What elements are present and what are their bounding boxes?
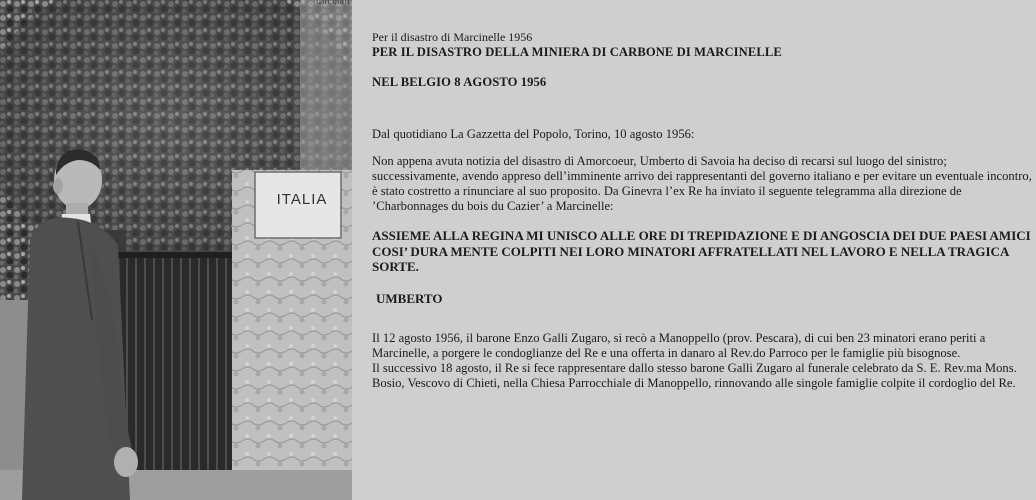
heading-small: Per il disastro di Marcinelle 1956 [372,30,533,44]
heading-line-2: NEL BELGIO 8 AGOSTO 1956 [372,75,547,89]
paragraph-2: Il 12 agosto 1956, il barone Enzo Galli Zugaro, si recò a Manoppello (prov. Pescara), di cui ben 23 minatori erano periti a Marcinelle, a porgere le condoglianze del Re e una offerta in danaro al Rev.do Parroco per le famiglie più bisognose. [372,330,986,360]
photo-illustration [0,0,352,500]
paragraph-1: Non appena avuta notizia del disastro di Amorcoeur, Umberto di Savoia ha deciso di recarsi sul luogo del sinistro; successivamente, avendo appreso dell’imminente arrivo dei rappresentanti del governo italiano e per evitare un eventuale incontro, è stato costretto a rinunciare al suo proposito. Da Ginevra l’ex Re ha inviato il seguente telegramma alla direzione de ’Charbonnages du bois du Cazier’ a Marcinelle: [372,154,1032,213]
signature: UMBERTO [376,290,443,306]
source-line: Dal quotidiano La Gazzetta del Popolo, Torino, 10 agosto 1956: [372,127,695,141]
heading-line-1: PER IL DISASTRO DELLA MINIERA DI CARBONE DI MARCINELLE [372,45,782,59]
corner-caption: Circolari [316,0,350,6]
historical-photo [0,0,352,500]
telegram-text: ASSIEME ALLA REGINA MI UNISCO ALLE ORE DI TREPIDAZIONE E DI ANGOSCIA DEI DUE PAESI AMICI COSI’ DURA MENTE COLPITI NEI LORO MINATORI AFFRATELLATI NEL LAVORO E NELLA TRAGICA SORTE. [372,228,1031,274]
paragraph-3: Il successivo 18 agosto, il Re si fece rappresentare dallo stesso barone Galli Zugaro al funerale celebrato da S. E. Rev.ma Mons. Bosio, Vescovo di Chieti, nella Chiesa Parrocchiale di Manoppello, rinnovando alle singole famiglie colpite il cordoglio del Re. [372,360,1017,390]
article-text [372,30,1034,391]
italia-sign-label: ITALIA [276,191,328,208]
